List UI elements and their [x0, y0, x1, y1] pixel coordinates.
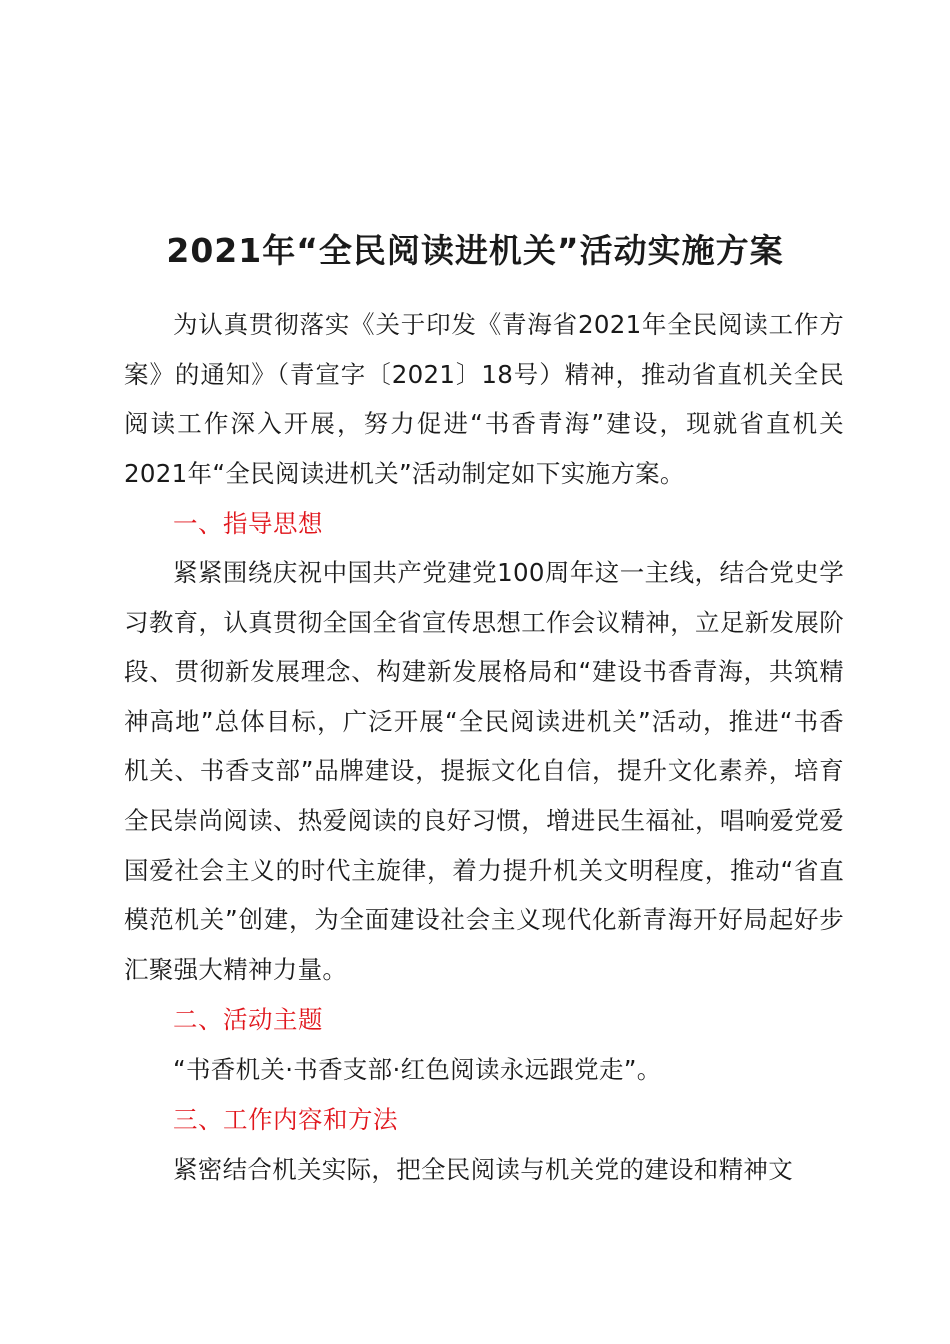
- section-heading-theme: 二、活动主题: [173, 1005, 323, 1034]
- section-body-theme: “书香机关·书香支部·红色阅读永远跟党走”。: [173, 1055, 662, 1084]
- section-heading-guiding-thought: 一、指导思想: [173, 509, 323, 538]
- document-title: 2021年“全民阅读进机关”活动实施方案: [166, 231, 784, 270]
- intro-paragraph: 为认真贯彻落实《关于印发《青海省2021年全民阅读工作方案》的通知》（青宣字〔2021〕18号）精神，推动省直机关全民阅读工作深入开展，努力促进“书香青海”建设，现就省直机关2021年“全民阅读进机关”活动制定如下实施方案。: [124, 310, 844, 488]
- section-heading-content-methods: 三、工作内容和方法: [173, 1105, 398, 1134]
- section-body-content-methods: 紧密结合机关实际，把全民阅读与机关党的建设和精神文: [173, 1155, 793, 1184]
- section-body-guiding-thought: 紧紧围绕庆祝中国共产党建党100周年这一主线，结合党史学习教育，认真贯彻全国全省宣传思想工作会议精神，立足新发展阶段、贯彻新发展理念、构建新发展格局和“建设书香青海，共筑精神高地”总体目标，广泛开展“全民阅读进机关”活动，推进“书香机关、书香支部”品牌建设，提振文化自信，提升文化素养，培育全民崇尚阅读、热爱阅读的良好习惯，增进民生福祉，唱响爱党爱国爱社会主义的时代主旋律，着力提升机关文明程度，推动“省直模范机关”创建，为全面建设社会主义现代化新青海开好局起好步汇聚强大精神力量。: [124, 558, 844, 984]
